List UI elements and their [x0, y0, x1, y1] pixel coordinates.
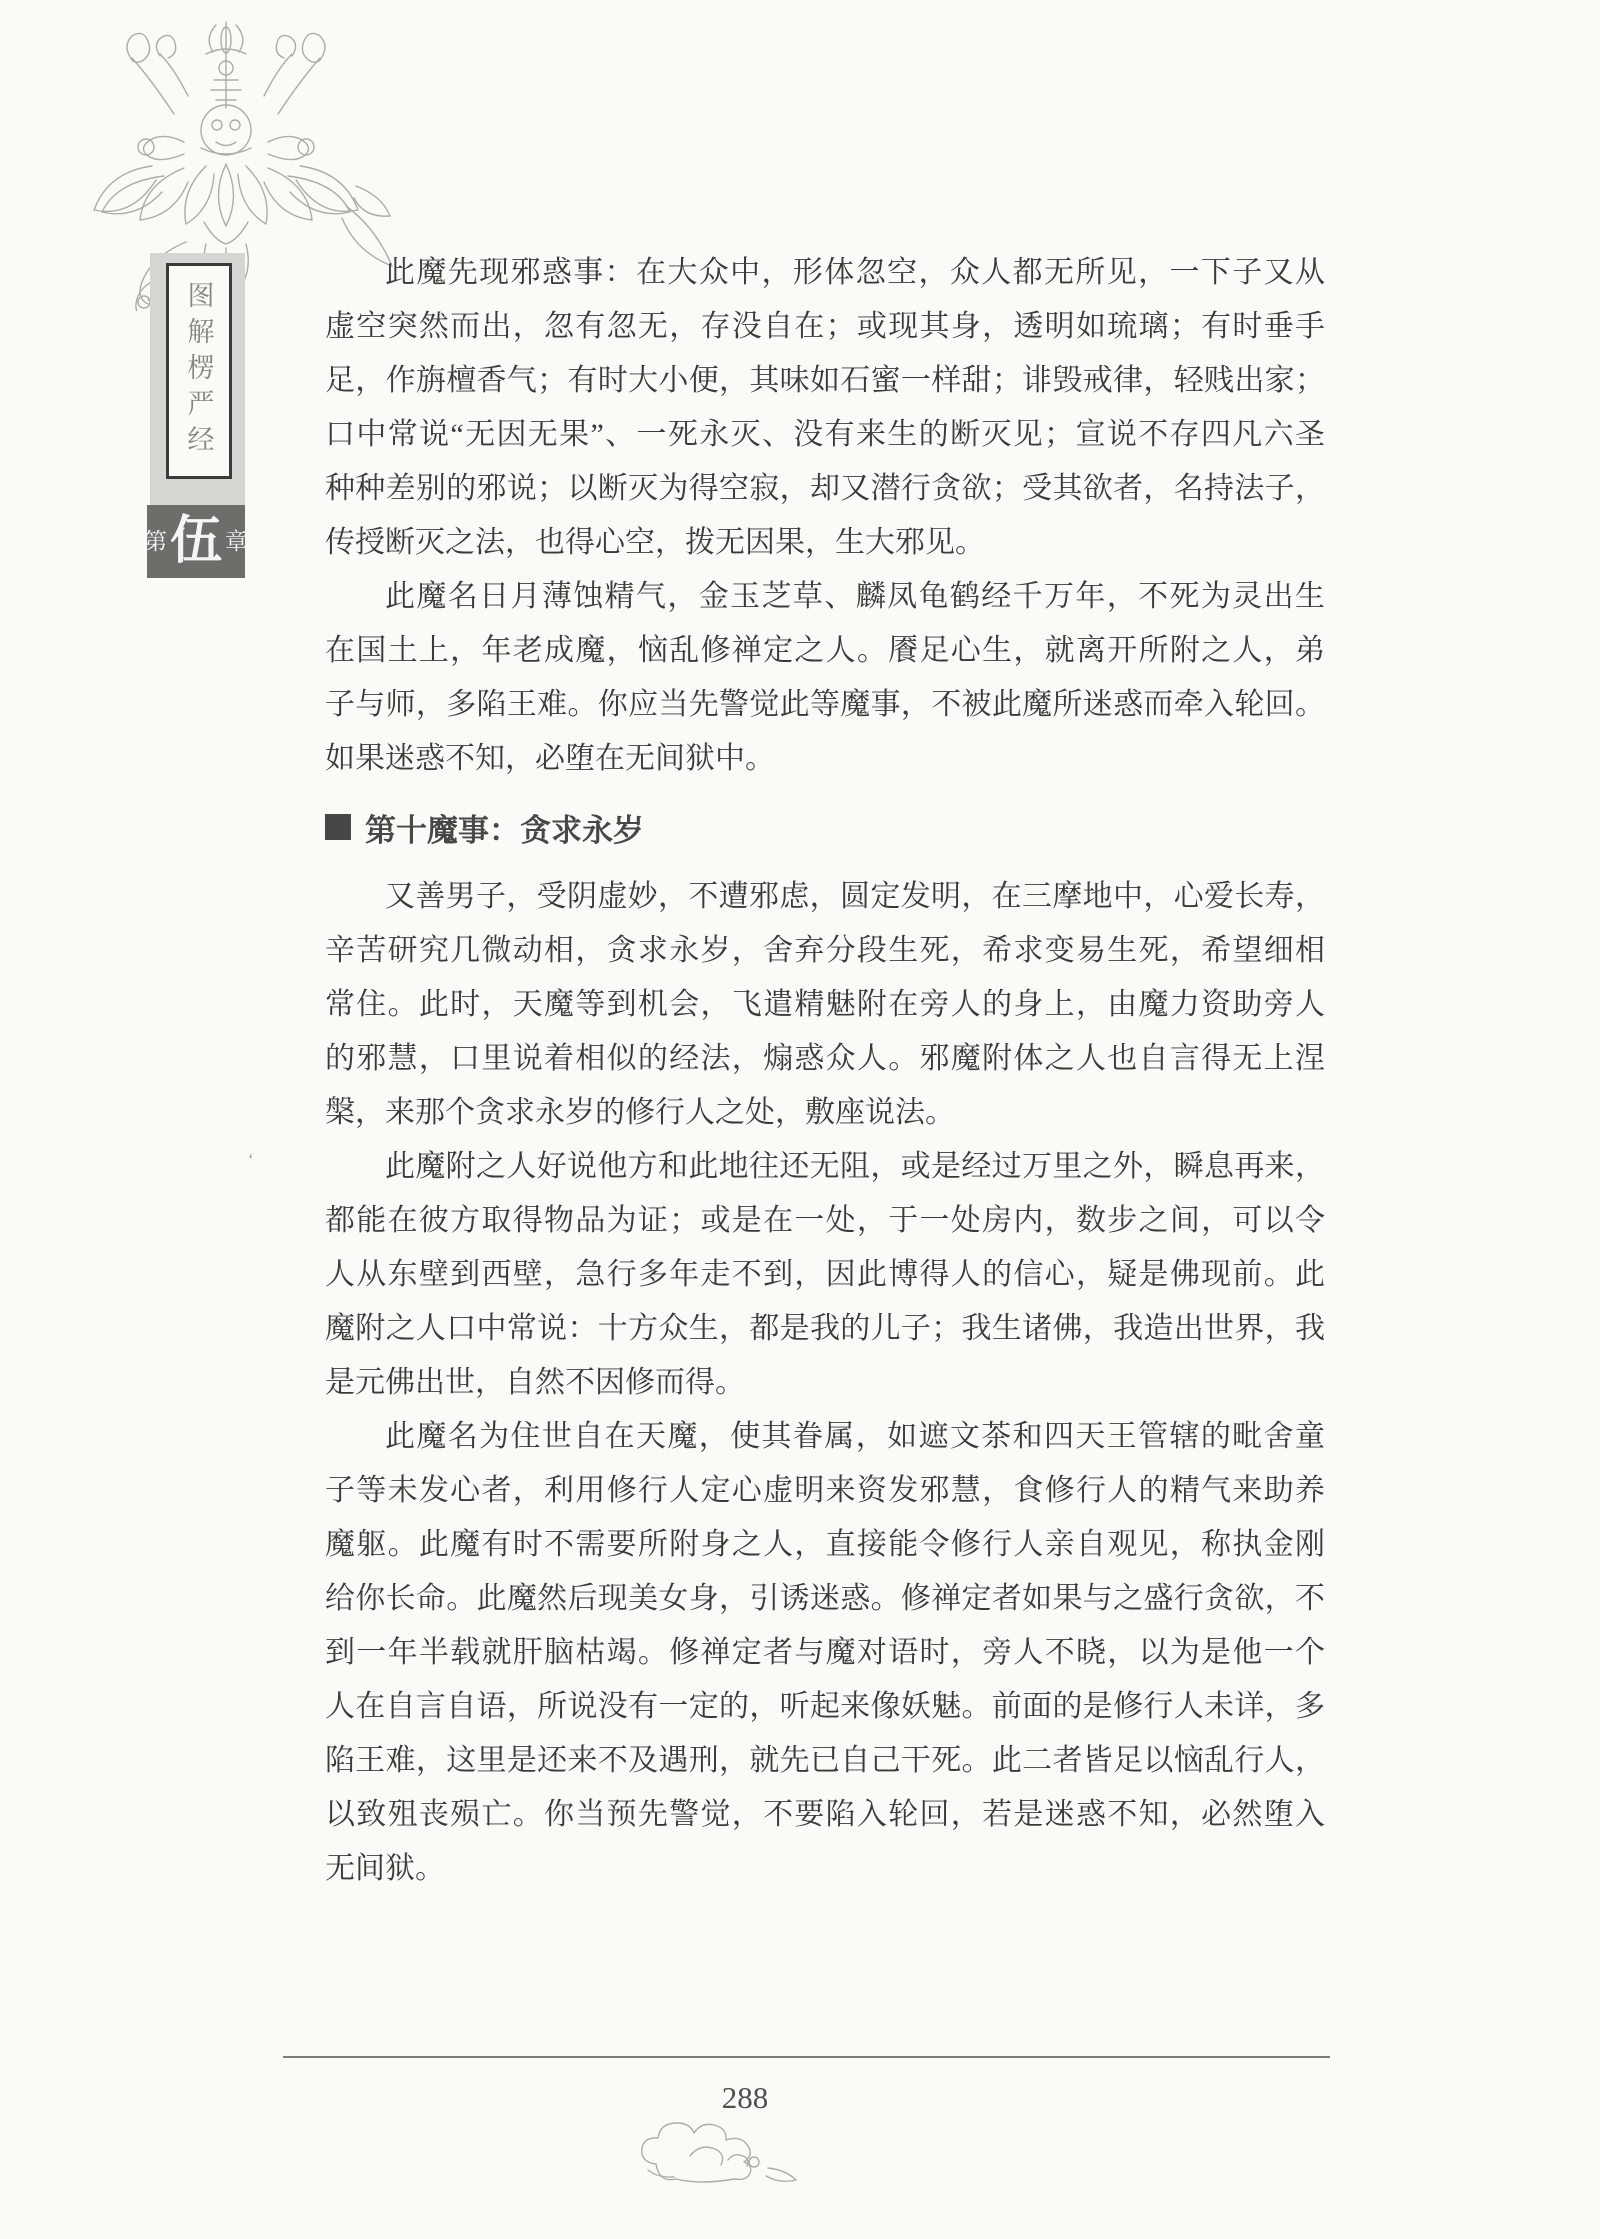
text-line: 是元佛出世，自然不因修而得。: [325, 1366, 745, 1399]
text-line: 传授断灭之法，也得心空，拨无因果，生大邪见。: [325, 526, 985, 559]
text-line: 给你长命。此魔然后现美女身，引诱迷惑。修禅定者如果与之盛行贪欲，不: [325, 1582, 1325, 1615]
section-heading-text: 第十魔事：贪求永岁: [365, 812, 644, 848]
text-line: 的邪慧，口里说着相似的经法，煽惑众人。邪魔附体之人也自言得无上涅: [325, 1042, 1325, 1075]
paragraph: [325, 1410, 1325, 1896]
text-line: 都能在彼方取得物品为证；或是在一处，于一处房内，数步之间，可以令: [325, 1204, 1325, 1237]
text-line: 陷王难，这里是还来不及遇刑，就先已自己干死。此二者皆足以恼乱行人，: [325, 1744, 1325, 1777]
text-line: 足，作旃檀香气；有时大小便，其味如石蜜一样甜；诽毁戒律，轻贱出家；: [325, 364, 1325, 397]
text-line: 子与师，多陷王难。你应当先警觉此等魔事，不被此魔所迷惑而牵入轮回。: [325, 688, 1325, 721]
paragraph: [325, 246, 1325, 570]
paragraph: [325, 570, 1325, 786]
text-block: [325, 246, 1325, 1896]
text-line: 常住。此时，天魔等到机会，飞遣精魅附在旁人的身上，由魔力资助旁人: [325, 988, 1325, 1021]
text-line: 以致殂丧殒亡。你当预先警觉，不要陷入轮回，若是迷惑不知，必然堕入: [325, 1798, 1325, 1831]
text-line: 子等未发心者，利用修行人定心虚明来资发邪慧，食修行人的精气来助养: [325, 1474, 1325, 1507]
text-line: 虚空突然而出，忽有忽无，存没自在；或现其身，透明如琉璃；有时垂手: [325, 310, 1325, 343]
chapter-prefix: 第: [144, 529, 167, 554]
text-line: 到一年半载就肝脑枯竭。修禅定者与魔对语时，旁人不晓，以为是他一个: [325, 1636, 1325, 1669]
text-line: 此魔名日月薄蚀精气，金玉芝草、麟凤龟鹤经千万年，不死为灵出生: [385, 580, 1325, 613]
paragraph: [325, 1140, 1325, 1410]
chapter-numeral: 伍: [170, 512, 223, 570]
square-bullet-icon: [325, 814, 351, 840]
book-title: 图解楞严经: [183, 281, 214, 461]
text-line: 魔附之人口中常说：十方众生，都是我的儿子；我生诸佛，我造出世界，我: [325, 1312, 1325, 1345]
cloud-ornament-icon: [628, 2108, 818, 2188]
text-line: 种种差别的邪说；以断灭为得空寂，却又潜行贪欲；受其欲者，名持法子，: [325, 472, 1325, 505]
text-line: 在国土上，年老成魔，恼乱修禅定之人。餍足心生，就离开所附之人，弟: [325, 634, 1325, 667]
text-line: 此魔附之人好说他方和此地往还无阻，或是经过万里之外，瞬息再来，: [385, 1150, 1325, 1183]
text-line: 如果迷惑不知，必堕在无间狱中。: [325, 742, 775, 775]
text-line: 魔躯。此魔有时不需要所附身之人，直接能令修行人亲自观见，称执金刚: [325, 1528, 1325, 1561]
text-line: 又善男子，受阴虚妙，不遭邪虑，圆定发明，在三摩地中，心爱长寿，: [385, 880, 1325, 913]
chapter-badge: [144, 505, 249, 578]
text-line: 辛苦研究几微动相，贪求永岁，舍弃分段生死，希求变易生死，希望细相: [325, 934, 1325, 967]
text-line: 口中常说“无因无果”、一死永灭、没有来生的断灭见；宣说不存四凡六圣: [325, 418, 1325, 451]
text-line: 人从东壁到西壁，急行多年走不到，因此博得人的信心，疑是佛现前。此: [325, 1258, 1325, 1291]
scan-speck: ʻ: [248, 1150, 254, 1169]
text-line: 人在自言自语，所说没有一定的，听起来像妖魅。前面的是修行人未详，多: [325, 1690, 1325, 1723]
page-number: 288: [721, 2080, 769, 2115]
bottom-rule: [283, 2056, 1330, 2058]
paragraph: [325, 870, 1325, 1140]
section-heading: [325, 800, 1325, 854]
text-line: 此魔名为住世自在天魔，使其眷属，如遮文茶和四天王管辖的毗舍童: [385, 1420, 1325, 1453]
text-line: 此魔先现邪惑事：在大众中，形体忽空，众人都无所见，一下子又从: [385, 256, 1325, 289]
text-line: 无间狱。: [325, 1852, 445, 1885]
chapter-suffix: 章: [225, 529, 249, 554]
book-title-banner: [166, 263, 232, 479]
text-line: 槃，来那个贪求永岁的修行人之处，敷座说法。: [325, 1096, 955, 1129]
